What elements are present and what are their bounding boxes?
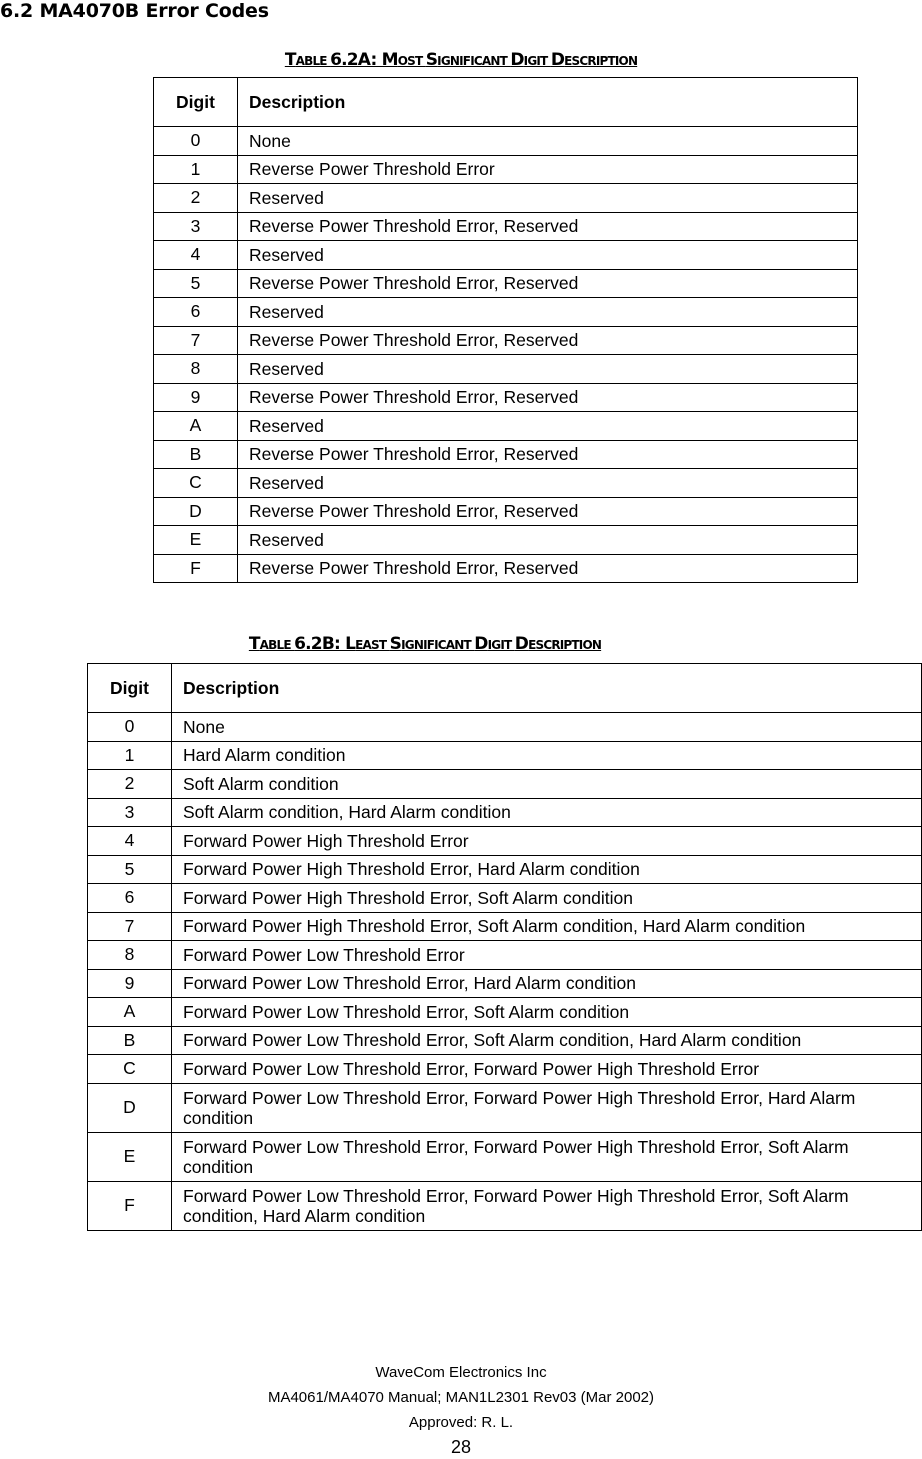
table-a-header-digit: Digit	[154, 78, 238, 127]
table-a-row	[154, 554, 858, 583]
table-a-description-cell: Reserved	[238, 184, 858, 213]
table-a-description-cell: Reverse Power Threshold Error	[238, 155, 858, 184]
table-b-description-cell: Hard Alarm condition	[172, 741, 922, 770]
table-a-most-significant-digit	[153, 77, 858, 583]
table-a-row	[154, 184, 858, 213]
table-a-description-cell: Reverse Power Threshold Error, Reserved	[238, 269, 858, 298]
table-a-row	[154, 127, 858, 156]
table-b-description-cell: Forward Power Low Threshold Error	[172, 941, 922, 970]
table-a-row	[154, 526, 858, 555]
table-b-row	[88, 884, 922, 913]
table-a-description-cell: Reserved	[238, 526, 858, 555]
table-b-description-cell: Forward Power Low Threshold Error, Forward Power High Threshold Error	[172, 1055, 922, 1084]
caption-fragment: IGNIFICANT	[401, 638, 475, 652]
table-a-row	[154, 241, 858, 270]
table-b-digit-cell: 0	[88, 713, 172, 742]
table-b-header-row	[88, 664, 922, 713]
table-b-description-cell: Soft Alarm condition, Hard Alarm condition	[172, 798, 922, 827]
table-b-description-cell: Forward Power High Threshold Error, Soft Alarm condition, Hard Alarm condition	[172, 912, 922, 941]
table-a-row	[154, 298, 858, 327]
table-a-digit-cell: 7	[154, 326, 238, 355]
footer-approved: Approved: R. L.	[408, 1414, 514, 1431]
table-a-description-cell: Reserved	[238, 469, 858, 498]
table-a-row	[154, 440, 858, 469]
table-b-row	[88, 1026, 922, 1055]
table-b-row	[88, 741, 922, 770]
table-a-description-cell: Reverse Power Threshold Error, Reserved	[238, 440, 858, 469]
table-b-description-cell: Forward Power Low Threshold Error, Soft Alarm condition	[172, 998, 922, 1027]
table-a-digit-cell: 5	[154, 269, 238, 298]
table-b-caption	[0, 634, 886, 654]
caption-fragment: IGNIFICANT	[437, 54, 511, 68]
table-a-digit-cell: 4	[154, 241, 238, 270]
table-b-digit-cell: F	[88, 1181, 172, 1230]
table-a-description-cell: Reverse Power Threshold Error, Reserved	[238, 383, 858, 412]
table-a-row	[154, 269, 858, 298]
table-a-digit-cell: B	[154, 440, 238, 469]
table-b-row	[88, 941, 922, 970]
table-b-description-cell: None	[172, 713, 922, 742]
table-b-row	[88, 798, 922, 827]
table-a-description-cell: Reserved	[238, 241, 858, 270]
table-a-description-cell: Reverse Power Threshold Error, Reserved	[238, 554, 858, 583]
caption-fragment: S	[425, 50, 438, 70]
table-a-row	[154, 412, 858, 441]
caption-fragment: ESCRIPTION	[564, 54, 638, 68]
caption-fragment: D	[514, 634, 529, 654]
section-heading: 6.2 MA4070B Error Codes	[0, 0, 269, 22]
table-b-digit-cell: D	[88, 1083, 172, 1132]
caption-fragment: ABLE	[259, 638, 295, 652]
table-b-row	[88, 713, 922, 742]
caption-fragment: T	[284, 50, 296, 70]
footer-company: WaveCom Electronics Inc	[375, 1364, 547, 1381]
table-b-digit-cell: 5	[88, 855, 172, 884]
table-a-digit-cell: A	[154, 412, 238, 441]
table-b-row	[88, 969, 922, 998]
page-number: 28	[450, 1437, 472, 1457]
table-a-description-cell: None	[238, 127, 858, 156]
table-b-description-cell: Forward Power Low Threshold Error, Forward Power High Threshold Error, Soft Alarm condition, Hard Alarm condition	[172, 1181, 922, 1230]
table-a-digit-cell: 2	[154, 184, 238, 213]
table-b-digit-cell: 4	[88, 827, 172, 856]
table-b-description-cell: Soft Alarm condition	[172, 770, 922, 799]
table-b-digit-cell: A	[88, 998, 172, 1027]
caption-fragment: S	[389, 634, 402, 654]
table-b-row	[88, 855, 922, 884]
caption-fragment: IGIT	[487, 638, 515, 652]
table-b-digit-cell: 8	[88, 941, 172, 970]
table-a-digit-cell: 9	[154, 383, 238, 412]
table-b-description-cell: Forward Power High Threshold Error, Hard Alarm condition	[172, 855, 922, 884]
table-a-digit-cell: F	[154, 554, 238, 583]
caption-fragment: OST	[397, 54, 426, 68]
table-b-description-cell: Forward Power Low Threshold Error, Forward Power High Threshold Error, Hard Alarm condition	[172, 1083, 922, 1132]
table-b-description-cell: Forward Power High Threshold Error	[172, 827, 922, 856]
table-a-row	[154, 469, 858, 498]
table-b-digit-cell: 2	[88, 770, 172, 799]
table-a-digit-cell: 0	[154, 127, 238, 156]
table-b-row	[88, 998, 922, 1027]
table-a-header-description: Description	[238, 78, 858, 127]
caption-fragment: D	[550, 50, 565, 70]
table-a-digit-cell: 8	[154, 355, 238, 384]
table-a-caption	[0, 50, 922, 70]
table-a-digit-cell: 3	[154, 212, 238, 241]
caption-fragment: ESCRIPTION	[528, 638, 602, 652]
table-b-header-digit: Digit	[88, 664, 172, 713]
table-b-digit-cell: 3	[88, 798, 172, 827]
table-a-digit-cell: 6	[154, 298, 238, 327]
table-b-description-cell: Forward Power High Threshold Error, Soft Alarm condition	[172, 884, 922, 913]
table-a-description-cell: Reverse Power Threshold Error, Reserved	[238, 212, 858, 241]
caption-fragment: D	[510, 50, 524, 70]
table-a-digit-cell: 1	[154, 155, 238, 184]
caption-fragment: EAST	[355, 638, 390, 652]
table-a-digit-cell: E	[154, 526, 238, 555]
table-b-digit-cell: 1	[88, 741, 172, 770]
table-b-row	[88, 827, 922, 856]
table-b-description-cell: Forward Power Low Threshold Error, Forward Power High Threshold Error, Soft Alarm condition	[172, 1132, 922, 1181]
table-a-row	[154, 383, 858, 412]
table-b-row	[88, 1055, 922, 1084]
table-b-digit-cell: B	[88, 1026, 172, 1055]
table-a-row	[154, 326, 858, 355]
caption-fragment: ABLE	[295, 54, 331, 68]
caption-fragment: IGIT	[523, 54, 551, 68]
table-b-description-cell: Forward Power Low Threshold Error, Soft Alarm condition, Hard Alarm condition	[172, 1026, 922, 1055]
caption-fragment: D	[474, 634, 488, 654]
table-a-description-cell: Reserved	[238, 412, 858, 441]
table-a-digit-cell: C	[154, 469, 238, 498]
table-b-digit-cell: 6	[88, 884, 172, 913]
table-a-description-cell: Reverse Power Threshold Error, Reserved	[238, 497, 858, 526]
table-a-description-cell: Reverse Power Threshold Error, Reserved	[238, 326, 858, 355]
table-b-row	[88, 1083, 922, 1132]
table-a-row	[154, 355, 858, 384]
table-a-row	[154, 497, 858, 526]
table-b-header-description: Description	[172, 664, 922, 713]
table-a-description-cell: Reserved	[238, 298, 858, 327]
table-a-row	[154, 155, 858, 184]
table-a-description-cell: Reserved	[238, 355, 858, 384]
table-a-header-row	[154, 78, 858, 127]
footer-manual: MA4061/MA4070 Manual; MAN1L2301 Rev03 (Mar 2002)	[267, 1389, 655, 1406]
table-b-least-significant-digit	[87, 663, 922, 1231]
caption-fragment: 6.2B: L	[294, 634, 356, 654]
table-b-digit-cell: E	[88, 1132, 172, 1181]
table-a-row	[154, 212, 858, 241]
table-b-description-cell: Forward Power Low Threshold Error, Hard Alarm condition	[172, 969, 922, 998]
table-a-digit-cell: D	[154, 497, 238, 526]
table-b-digit-cell: C	[88, 1055, 172, 1084]
caption-fragment: T	[248, 634, 260, 654]
table-b-digit-cell: 9	[88, 969, 172, 998]
table-b-row	[88, 912, 922, 941]
table-b-row	[88, 770, 922, 799]
table-b-row	[88, 1132, 922, 1181]
caption-fragment: 6.2A: M	[330, 50, 398, 70]
table-b-digit-cell: 7	[88, 912, 172, 941]
table-b-row	[88, 1181, 922, 1230]
